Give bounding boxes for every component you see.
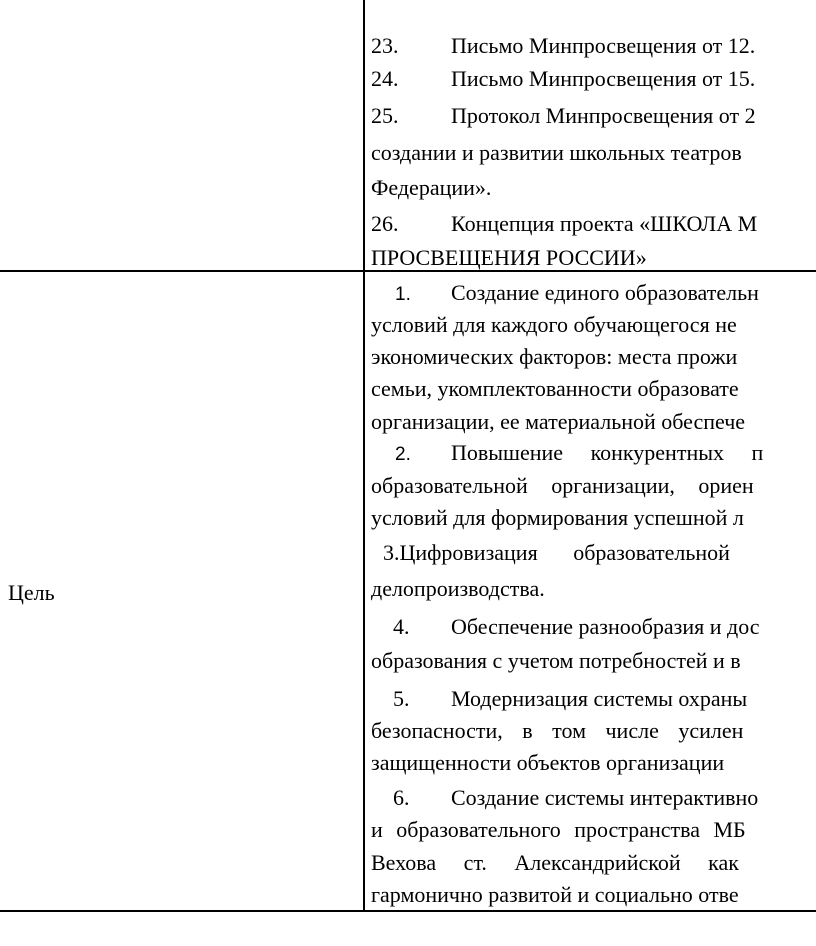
table-content-cell bbox=[371, 0, 816, 910]
goal-item-2-line: образовательной организации, ориен bbox=[371, 473, 754, 498]
goal-item-3-line: делопроизводства. bbox=[371, 576, 545, 601]
table-bottom-border bbox=[0, 910, 816, 912]
goal-item-6-line: и образовательного пространства МБ bbox=[371, 817, 746, 842]
goal-item-2-line: условий для формирования успешной л bbox=[371, 505, 744, 530]
goal-item-6-line: Вехова ст. Александрийской как bbox=[371, 850, 739, 875]
goal-item-5: 5. Модернизация системы охраны bbox=[393, 686, 748, 711]
source-item-24: 24. Письмо Минпросвещения от 15. bbox=[371, 66, 756, 91]
goal-item-1-line: условий для каждого обучающегося не bbox=[371, 312, 737, 337]
source-item-25-line: создании и развитии школьных театров bbox=[371, 140, 742, 165]
goal-item-4-line: образования с учетом потребностей и в bbox=[371, 648, 741, 673]
goal-item-5-line: безопасности, в том числе усилен bbox=[371, 718, 744, 743]
goal-item-1-line: экономических факторов: места прожи bbox=[371, 344, 738, 369]
goal-item-3: 3.Цифровизация образовательной bbox=[383, 540, 730, 565]
goal-item-2: 2. Повышение конкурентных п bbox=[395, 440, 764, 465]
goal-item-4: 4. Обеспечение разнообразия и дос bbox=[393, 614, 760, 639]
goal-item-1-line: семьи, укомплектованности образовате bbox=[371, 376, 739, 401]
goal-item-5-line: защищенности объектов организации bbox=[371, 750, 725, 775]
source-item-26: 26. Концепция проекта «ШКОЛА М bbox=[371, 211, 758, 236]
goal-item-6: 6. Создание системы интерактивно bbox=[393, 785, 759, 810]
source-item-25: 25. Протокол Минпросвещения от 2 bbox=[371, 103, 756, 128]
source-item-23: 23. Письмо Минпросвещения от 12. bbox=[371, 33, 756, 58]
goal-item-6-line: гармонично развитой и социально отве bbox=[371, 882, 739, 907]
goal-item-1: 1. Создание единого образовательн bbox=[395, 280, 759, 305]
goal-label: Цель bbox=[8, 580, 55, 605]
source-item-25-line: Федерации». bbox=[371, 175, 492, 200]
goal-item-1-line: организации, ее материальной обеспече bbox=[371, 409, 746, 434]
table-column-divider bbox=[363, 0, 365, 912]
source-item-26-line: ПРОСВЕЩЕНИЯ РОССИИ» bbox=[371, 245, 647, 270]
